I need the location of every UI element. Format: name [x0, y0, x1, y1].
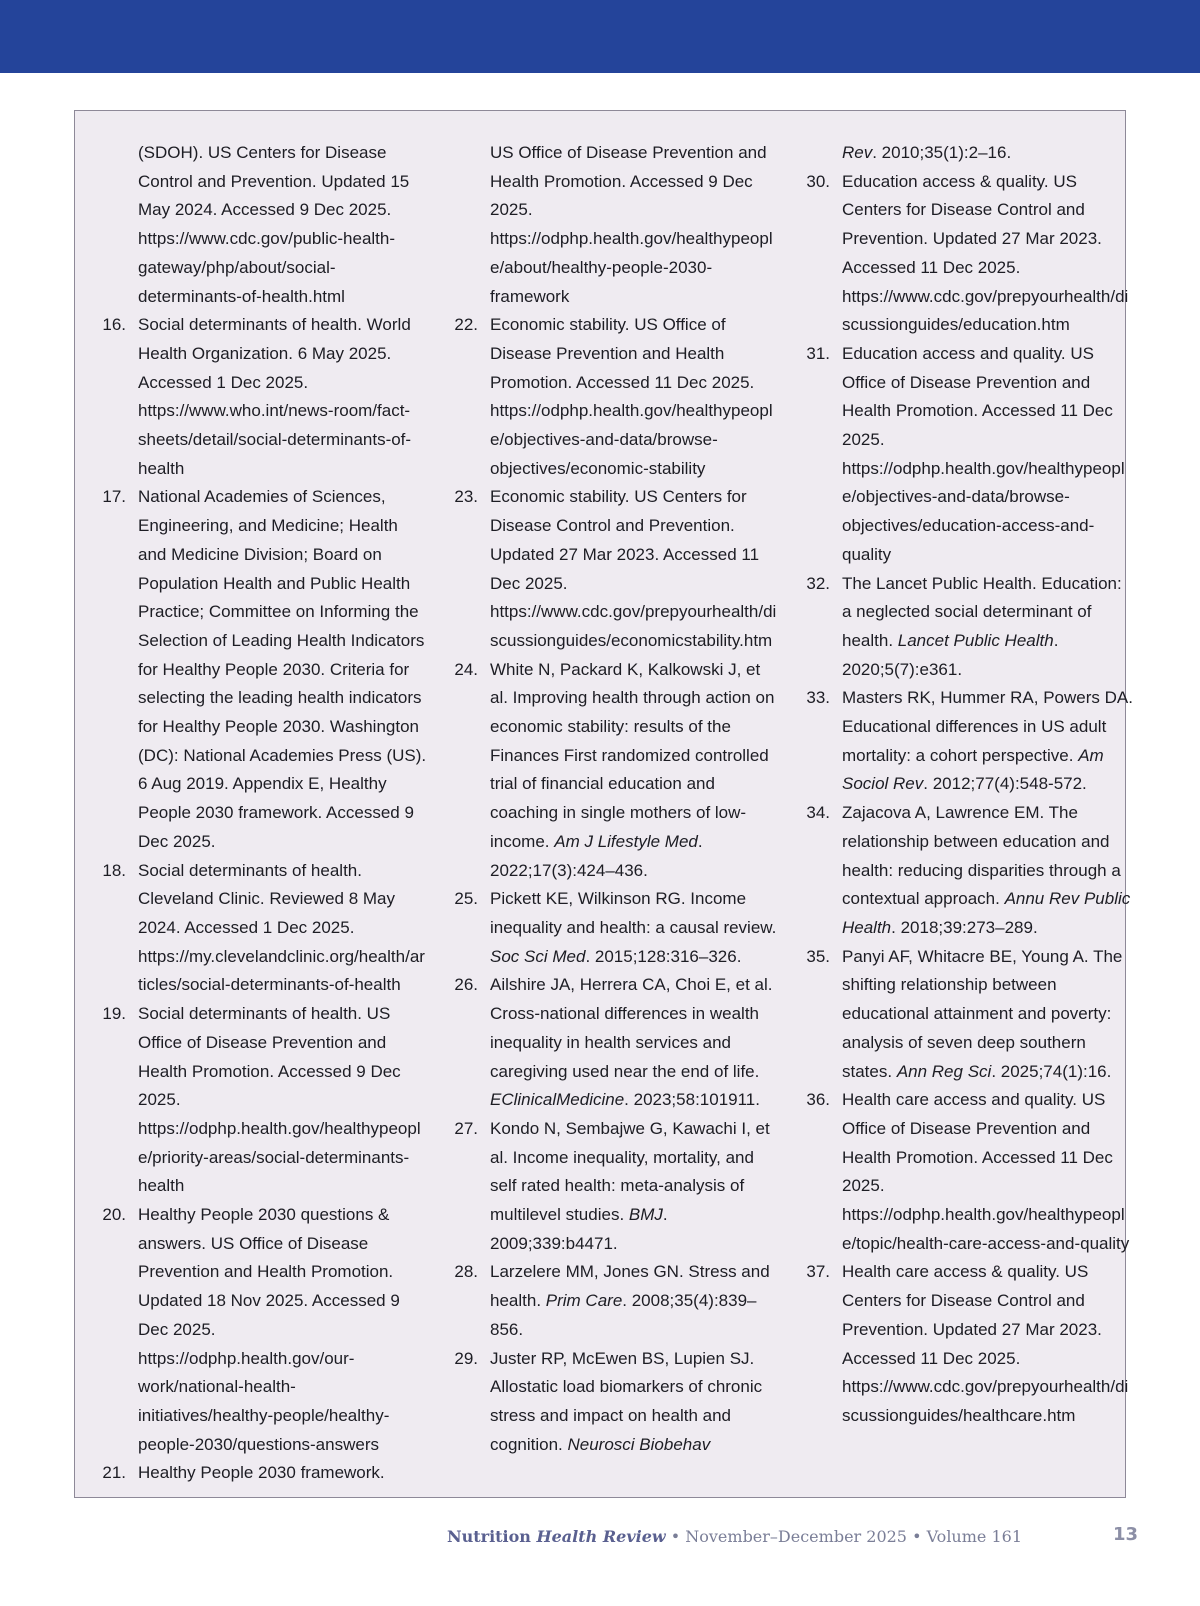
reference-text-segment: Economic stability. US Office of Disease Prevention and Health Promotion. Accessed 11 Dec 2025. https://odphp.health.gov/healthypeople/objectives-and-data/browse-objectives/economic-stability: [490, 315, 773, 478]
reference-journal-title: Am J Lifestyle Med: [554, 831, 698, 851]
reference-number: 18.: [102, 860, 126, 880]
reference-text-segment: White N, Packard K, Kalkowski J, et al. Improving health through action on economic stability: results of the Finances First randomized controlled trial of financial education and coaching in single mothers of low-income.: [490, 659, 775, 851]
reference-item: [451, 971, 781, 1115]
reference-text: [138, 487, 426, 850]
reference-text-segment: Healthy People 2030 questions & answers. US Office of Disease Prevention and Health Promotion. Updated 18 Nov 2025. Accessed 9 Dec 2025. https://odphp.health.gov/our-work/national-health-initiatives/healthy-people/healthy-people-2030/questions-answers: [138, 1205, 400, 1454]
reference-item: [451, 311, 781, 483]
reference-text: [490, 1349, 762, 1454]
top-banner: [0, 0, 1200, 73]
reference-column-2: [451, 139, 781, 1459]
reference-item: [99, 1201, 429, 1459]
reference-number: 36.: [806, 1090, 830, 1110]
reference-text: [842, 1090, 1129, 1253]
reference-text-segment: Education access & quality. US Centers for Disease Control and Prevention. Updated 27 Mar 2023. Accessed 11 Dec 2025. https://www.cdc.gov/prepyourhealth/discussionguides/education.htm: [842, 171, 1129, 335]
reference-text: [138, 861, 425, 995]
reference-text: [842, 143, 1011, 162]
reference-number: 19.: [102, 1004, 126, 1024]
reference-journal-title: Prim Care: [545, 1291, 623, 1311]
reference-number: 16.: [102, 315, 126, 335]
reference-item: [99, 483, 429, 856]
reference-text-segment: . 2022;17(3):424–436.: [490, 831, 703, 880]
reference-text-segment: . 2020;5(7):e361.: [842, 630, 1059, 679]
reference-text: [490, 889, 776, 965]
reference-text-segment: The Lancet Public Health. Education: a neglected social determinant of health.: [842, 573, 1122, 650]
reference-journal-title: Neurosci Biobehav: [567, 1434, 711, 1454]
reference-number: 28.: [454, 1262, 478, 1282]
reference-number: 21.: [102, 1463, 126, 1483]
reference-text: [138, 1463, 385, 1482]
reference-text: [842, 803, 1130, 937]
reference-text: [490, 143, 773, 306]
reference-text: [490, 315, 773, 478]
reference-text-segment: . 2008;35(4):839–856.: [490, 1291, 757, 1339]
reference-text-segment: Kondo N, Sembajwe G, Kawachi I, et al. Income inequality, mortality, and self rated health: meta-analysis of multilevel studies.: [490, 1118, 770, 1225]
reference-column-3: [803, 139, 1133, 1431]
reference-number: 32.: [806, 573, 830, 593]
reference-text-segment: Economic stability. US Centers for Disease Control and Prevention. Updated 27 Mar 2023. Accessed 11 Dec 2025. https://www.cdc.gov/prepyourhealth/discussionguides/economicstability.htm: [490, 487, 777, 650]
reference-item: [803, 340, 1133, 570]
references-panel: [74, 110, 1133, 1498]
reference-text: [842, 172, 1128, 335]
reference-item: [803, 943, 1133, 1087]
reference-journal-title: Ann Reg Sci: [896, 1061, 992, 1081]
reference-item: [803, 1086, 1133, 1258]
reference-text-segment: . 2009;339:b4471.: [490, 1205, 668, 1253]
reference-number: 22.: [454, 315, 478, 335]
reference-text: [490, 975, 772, 1109]
reference-text: [138, 315, 411, 478]
reference-item: [99, 857, 429, 1001]
page-footer: [447, 1527, 1022, 1546]
reference-text-segment: Masters RK, Hummer RA, Powers DA. Educational differences in US adult mortality: a cohort perspective.: [842, 688, 1133, 765]
journal-title-health-review: Health Review: [536, 1527, 666, 1546]
reference-item: [803, 168, 1133, 340]
reference-text-segment: Ailshire JA, Herrera CA, Choi E, et al. Cross-national differences in wealth inequality in health services and caregiving used near the end of life.: [490, 975, 773, 1081]
reference-text: [490, 660, 774, 880]
reference-journal-title: Annu Rev Public Health: [842, 889, 1131, 937]
reference-item: [451, 885, 781, 971]
reference-number: 27.: [454, 1118, 478, 1138]
reference-item: [803, 799, 1133, 943]
reference-item: [99, 139, 429, 311]
reference-text-segment: Social determinants of health. Cleveland Clinic. Reviewed 8 May 2024. Accessed 1 Dec 2025. https://my.clevelandclinic.org/health/articles/social-determinants-of-health: [138, 860, 425, 995]
reference-text-segment: Panyi AF, Whitacre BE, Young A. The shifting relationship between educational attainment and poverty: analysis of seven deep southern states.: [842, 946, 1123, 1081]
reference-text: [138, 143, 409, 306]
reference-text-segment: Education access and quality. US Office of Disease Prevention and Health Promotion. Accessed 11 Dec 2025. https://odphp.health.gov/healthypeople/objectives-and-data/browse-objectives/education-access-and-quality: [842, 343, 1125, 564]
reference-text-segment: National Academies of Sciences, Engineering, and Medicine; Health and Medicine Division; Board on Population Health and Public Health Practice; Committee on Informing the Selection of Leading Health Indicators for Healthy People 2030. Criteria for selecting the leading health indicators for Healthy People 2030. Washington (DC): National Academies Press (US). 6 Aug 2019. Appendix E, Healthy People 2030 framework. Accessed 9 Dec 2025.: [138, 487, 427, 851]
reference-text-segment: Health care access & quality. US Centers for Disease Control and Prevention. Updated 27 Mar 2023. Accessed 11 Dec 2025. https://www.cdc.gov/prepyourhealth/discussionguides/healthcare.htm: [842, 1262, 1129, 1425]
reference-text: [842, 1262, 1128, 1425]
reference-text-segment: . 2010;35(1):2–16.: [872, 143, 1012, 162]
reference-journal-title: EClinicalMedicine: [490, 1090, 625, 1110]
reference-text-segment: . 2023;58:101911.: [624, 1090, 760, 1110]
reference-text: [138, 1205, 400, 1454]
page-number: 13: [1113, 1524, 1139, 1545]
reference-item: [99, 1000, 429, 1201]
reference-number: 30.: [806, 171, 830, 191]
reference-text-segment: . 2015;128:316–326.: [585, 946, 742, 966]
reference-text-segment: Social determinants of health. World Health Organization. 6 May 2025. Accessed 1 Dec 2025. https://www.who.int/news-room/fact-sheets/detail/social-determinants-of-health: [138, 315, 412, 478]
issue-info: • November–December 2025 • Volume 161: [665, 1527, 1022, 1546]
reference-item: [451, 1258, 781, 1344]
reference-item: [803, 570, 1133, 685]
reference-number: 25.: [454, 889, 478, 909]
reference-text: [842, 688, 1133, 793]
reference-number: 31.: [806, 343, 830, 363]
reference-text: [490, 1119, 770, 1253]
reference-journal-title: Soc Sci Med: [490, 946, 586, 966]
journal-title-nutrition: Nutrition: [447, 1527, 537, 1546]
reference-number: 29.: [454, 1348, 478, 1368]
reference-item: [451, 656, 781, 886]
reference-text-segment: Social determinants of health. US Office of Disease Prevention and Health Promotion. Accessed 9 Dec 2025. https://odphp.health.gov/healthypeople/priority-areas/social-determinants-health: [138, 1004, 421, 1196]
reference-number: 33.: [806, 688, 830, 708]
reference-text: [490, 487, 776, 650]
reference-text-segment: . 2012;77(4):548-572.: [923, 774, 1087, 794]
reference-item: [451, 1345, 781, 1460]
reference-number: 20.: [102, 1205, 126, 1225]
reference-text-segment: . 2025;74(1):16.: [991, 1061, 1112, 1081]
reference-journal-title: Lancet Public Health: [897, 630, 1054, 650]
reference-text-segment: (SDOH). US Centers for Disease Control and Prevention. Updated 15 May 2024. Accessed 9 Dec 2025. https://www.cdc.gov/public-health-gateway/php/about/social-determinants-of-health.html: [138, 143, 410, 306]
reference-text-segment: Zajacova A, Lawrence EM. The relationship between education and health: reducing disparities through a contextual approach.: [842, 803, 1121, 909]
reference-text: [842, 574, 1122, 679]
reference-item: [451, 1115, 781, 1259]
reference-number: 17.: [102, 487, 126, 507]
reference-text-segment: Health care access and quality. US Office of Disease Prevention and Health Promotion. Accessed 11 Dec 2025. https://odphp.health.gov/healthypeople/topic/health-care-access-and-quality: [842, 1090, 1130, 1253]
reference-text: [138, 1004, 421, 1195]
reference-text-segment: US Office of Disease Prevention and Health Promotion. Accessed 9 Dec 2025. https://odphp.health.gov/healthypeople/about/healthy-people-2030-framework: [490, 143, 773, 306]
reference-item: [803, 1258, 1133, 1430]
reference-number: 34.: [806, 803, 830, 823]
reference-text: [842, 947, 1122, 1081]
reference-item: [99, 311, 429, 483]
reference-item: [451, 483, 781, 655]
reference-item: [803, 139, 1133, 168]
reference-number: 23.: [454, 487, 478, 507]
reference-text: [490, 1262, 770, 1338]
reference-journal-title: BMJ: [628, 1205, 663, 1225]
reference-number: 37.: [806, 1262, 830, 1282]
reference-journal-title: Rev: [842, 143, 873, 162]
reference-text-segment: Juster RP, McEwen BS, Lupien SJ. Allostatic load biomarkers of chronic stress and impact on health and cognition.: [490, 1348, 763, 1454]
reference-column-1: [99, 139, 429, 1488]
reference-number: 35.: [806, 946, 830, 966]
reference-text-segment: Pickett KE, Wilkinson RG. Income inequality and health: a causal review.: [490, 889, 777, 937]
reference-number: 24.: [454, 659, 478, 679]
reference-item: [451, 139, 781, 311]
reference-text-segment: Larzelere MM, Jones GN. Stress and health.: [490, 1262, 770, 1311]
reference-item: [803, 684, 1133, 799]
reference-item: [99, 1459, 429, 1488]
reference-text: [842, 344, 1125, 564]
reference-journal-title: Am Sociol Rev: [842, 745, 1104, 794]
reference-text-segment: Healthy People 2030 framework.: [138, 1463, 385, 1483]
reference-text-segment: . 2018;39:273–289.: [891, 917, 1038, 937]
reference-number: 26.: [454, 975, 478, 995]
